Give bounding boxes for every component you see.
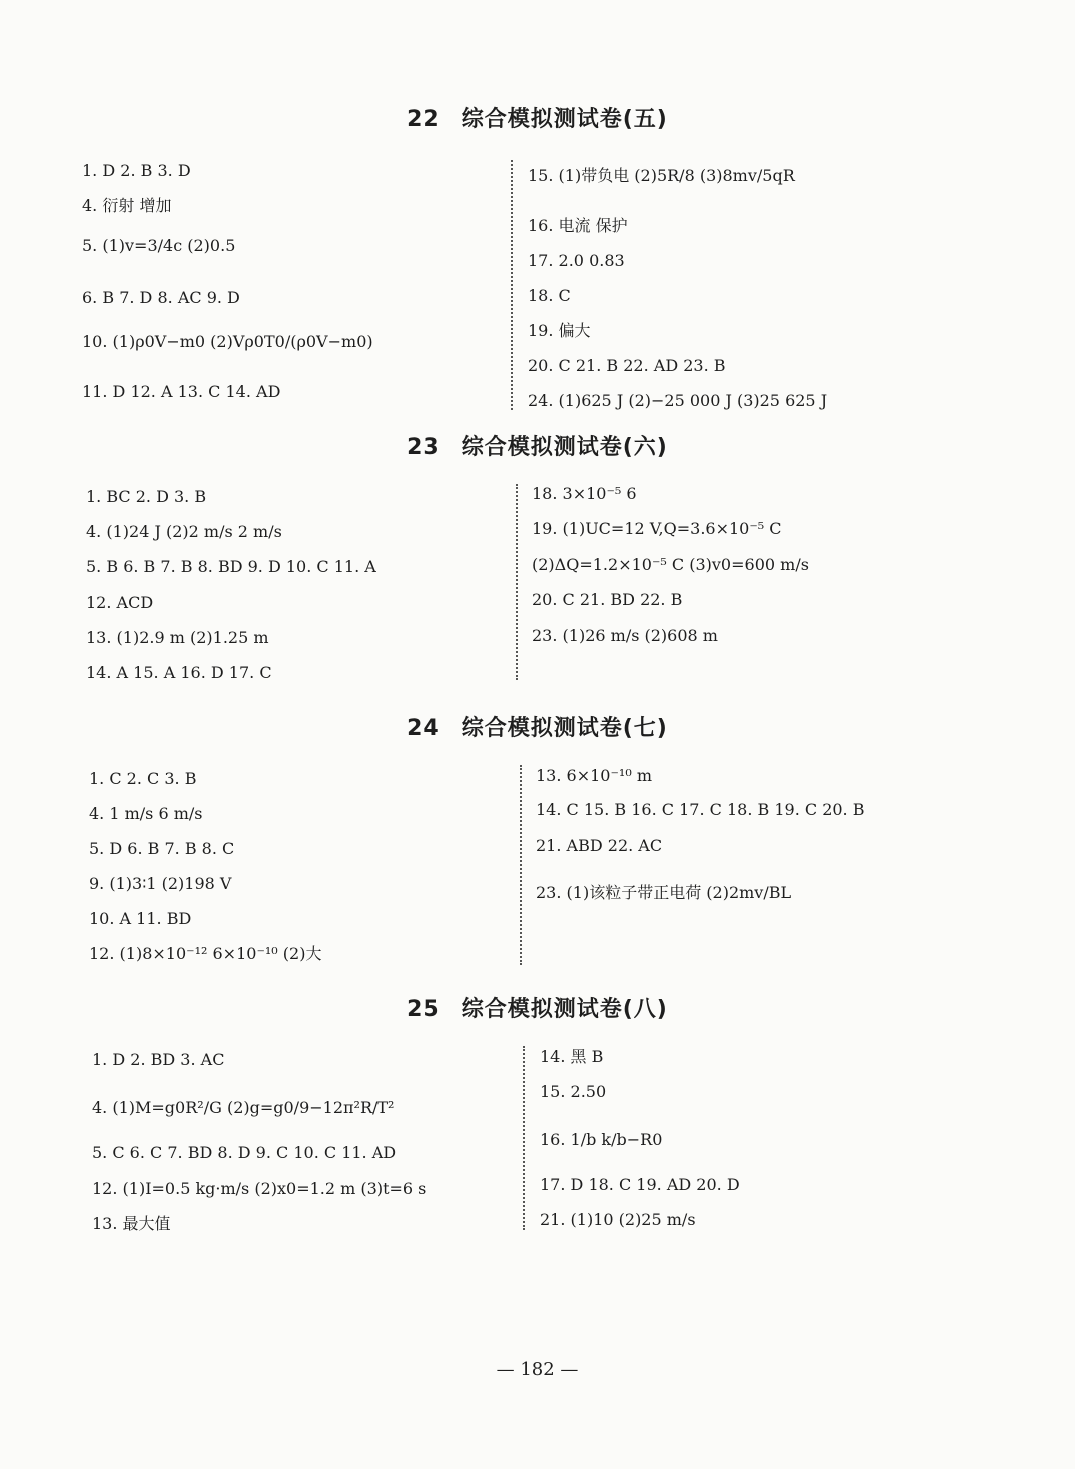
column-divider <box>520 765 522 965</box>
answer-line: 10. (1)ρ0V−m0 (2)Vρ0T0/(ρ0V−m0) <box>82 332 373 351</box>
answer-line: 13. (1)2.9 m (2)1.25 m <box>86 628 269 647</box>
answer-line: (2)ΔQ=1.2×10⁻⁵ C (3)v0=600 m/s <box>532 555 809 574</box>
answer-line: 23. (1)26 m/s (2)608 m <box>532 626 718 645</box>
answer-line: 15. (1)带负电 (2)5R/8 (3)8mv/5qR <box>528 166 795 185</box>
column-divider <box>523 1046 525 1230</box>
page-number: — 182 — <box>496 1359 579 1380</box>
answer-line: 1. BC 2. D 3. B <box>86 487 207 506</box>
answer-line: 18. C <box>528 286 571 305</box>
answer-line: 11. D 12. A 13. C 14. AD <box>82 382 281 401</box>
answer-line: 6. B 7. D 8. AC 9. D <box>82 288 240 307</box>
answer-line: 14. 黑 B <box>540 1047 604 1066</box>
section-title-24: 24 综合模拟测试卷(七) <box>407 716 668 741</box>
answer-line: 18. 3×10⁻⁵ 6 <box>532 484 637 503</box>
answer-line: 21. ABD 22. AC <box>536 836 663 855</box>
answer-line: 4. 1 m/s 6 m/s <box>89 804 203 823</box>
answer-line: 23. (1)该粒子带正电荷 (2)2mv/BL <box>536 883 792 902</box>
answer-line: 5. B 6. B 7. B 8. BD 9. D 10. C 11. A <box>86 557 376 576</box>
answer-line: 16. 电流 保护 <box>528 216 628 235</box>
answer-line: 17. D 18. C 19. AD 20. D <box>540 1175 740 1194</box>
answer-line: 24. (1)625 J (2)−25 000 J (3)25 625 J <box>528 391 828 410</box>
column-divider <box>511 160 513 410</box>
answer-line: 4. 衍射 增加 <box>82 196 172 215</box>
answer-line: 12. ACD <box>86 593 154 612</box>
answer-line: 14. C 15. B 16. C 17. C 18. B 19. C 20. B <box>536 800 865 819</box>
answer-line: 12. (1)I=0.5 kg·m/s (2)x0=1.2 m (3)t=6 s <box>92 1179 427 1198</box>
answer-line: 4. (1)24 J (2)2 m/s 2 m/s <box>86 522 282 541</box>
answer-line: 9. (1)3∶1 (2)198 V <box>89 874 232 893</box>
answer-line: 5. D 6. B 7. B 8. C <box>89 839 235 858</box>
answer-line: 1. C 2. C 3. B <box>89 769 197 788</box>
section-title-22: 22 综合模拟测试卷(五) <box>407 107 668 132</box>
answer-line: 16. 1/b k/b−R0 <box>540 1130 663 1149</box>
answer-line: 5. C 6. C 7. BD 8. D 9. C 10. C 11. AD <box>92 1143 397 1162</box>
section-title-25: 25 综合模拟测试卷(八) <box>407 997 668 1022</box>
answer-line: 1. D 2. BD 3. AC <box>92 1050 225 1069</box>
section-title-23: 23 综合模拟测试卷(六) <box>407 435 668 460</box>
answer-line: 19. 偏大 <box>528 321 591 340</box>
answer-line: 1. D 2. B 3. D <box>82 161 191 180</box>
answer-line: 10. A 11. BD <box>89 909 192 928</box>
answer-line: 20. C 21. B 22. AD 23. B <box>528 356 726 375</box>
answer-line: 17. 2.0 0.83 <box>528 251 625 270</box>
column-divider <box>516 484 518 680</box>
answer-line: 13. 6×10⁻¹⁰ m <box>536 766 653 785</box>
answer-line: 15. 2.50 <box>540 1082 607 1101</box>
answer-line: 13. 最大值 <box>92 1214 171 1233</box>
answer-line: 4. (1)M=g0R²/G (2)g=g0/9−12π²R/T² <box>92 1098 395 1117</box>
answer-line: 14. A 15. A 16. D 17. C <box>86 663 272 682</box>
answer-line: 20. C 21. BD 22. B <box>532 590 683 609</box>
answer-line: 19. (1)UC=12 V,Q=3.6×10⁻⁵ C <box>532 519 782 538</box>
answer-line: 21. (1)10 (2)25 m/s <box>540 1210 696 1229</box>
answer-line: 5. (1)v=3/4c (2)0.5 <box>82 236 236 255</box>
answer-line: 12. (1)8×10⁻¹² 6×10⁻¹⁰ (2)大 <box>89 944 322 963</box>
